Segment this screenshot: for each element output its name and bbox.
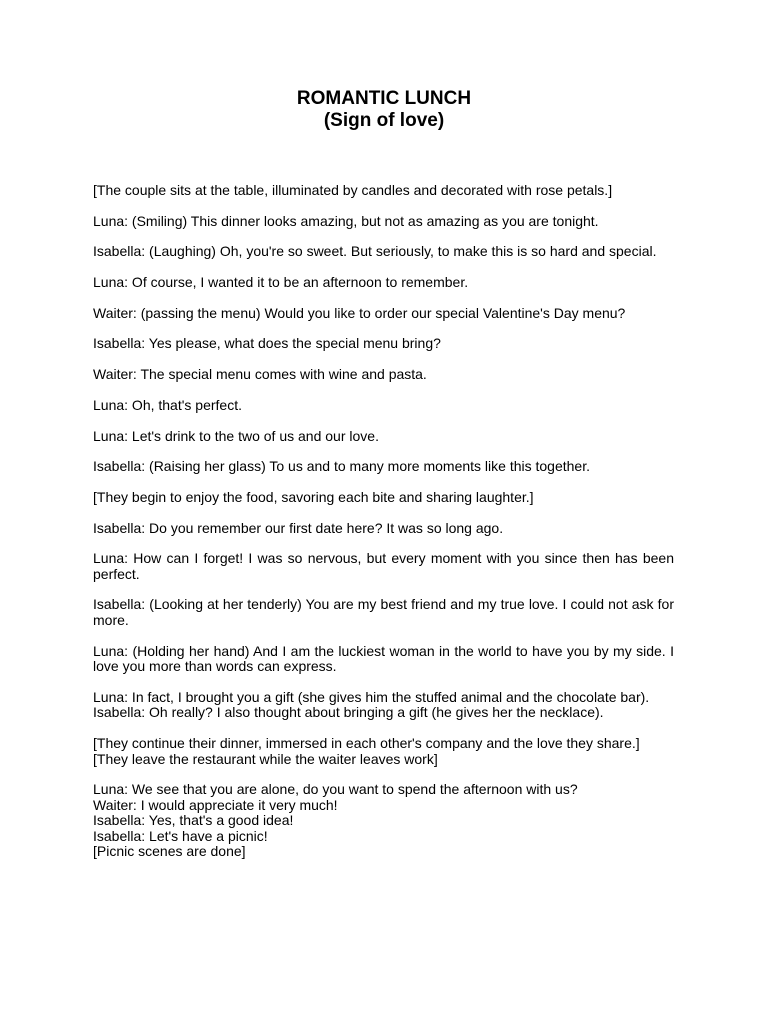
script-line: Isabella: Let's have a picnic! xyxy=(93,827,268,844)
document-title: ROMANTIC LUNCH xyxy=(296,88,472,109)
paragraph: Luna: (Holding her hand) And I am the luckiest woman in the world to have you by my side. I love you more than words can express. xyxy=(93,642,674,675)
paragraph: Isabella: (Looking at her tenderly) You are my best friend and my true love. I could not ask for more. xyxy=(93,596,674,628)
paragraph: [The couple sits at the table, illuminated by candles and decorated with rose petals.] xyxy=(93,182,613,198)
paragraph: Isabella: Yes please, what does the special menu bring? xyxy=(93,335,441,352)
paragraph: Waiter: (passing the menu) Would you like to order our special Valentine's Day menu? xyxy=(93,304,626,321)
script-line: Isabella: Oh really? I also thought about bringing a gift (he gives her the necklace). xyxy=(93,704,604,721)
script-line: Waiter: I would appreciate it very much! xyxy=(93,796,338,813)
script-line: Isabella: Yes, that's a good idea! xyxy=(93,812,294,829)
paragraph: Waiter: The special menu comes with wine and pasta. xyxy=(93,366,427,383)
paragraph: Luna: Of course, I wanted it to be an afternoon to remember. xyxy=(93,274,469,291)
script-line: [They leave the restaurant while the waiter leaves work] xyxy=(93,750,438,767)
title-block xyxy=(0,88,768,132)
paragraph-group xyxy=(93,690,674,721)
paragraph: Luna: Let's drink to the two of us and our love. xyxy=(93,427,379,444)
paragraph: [They begin to enjoy the food, savoring each bite and sharing laughter.] xyxy=(93,488,534,505)
script-line: [They continue their dinner, immersed in each other's company and the love they share.] xyxy=(93,735,640,751)
script-line: Luna: In fact, I brought you a gift (she gives him the stuffed animal and the chocolate bar). xyxy=(93,688,650,705)
script-line: Luna: We see that you are alone, do you want to spend the afternoon with us? xyxy=(93,781,578,798)
paragraph-group xyxy=(93,736,674,767)
paragraph: Luna: Oh, that's perfect. xyxy=(93,396,242,413)
paragraph-group xyxy=(93,782,674,860)
script-body xyxy=(93,183,674,875)
paragraph: Isabella: (Laughing) Oh, you're so sweet. But seriously, to make this is so hard and special. xyxy=(93,243,657,260)
paragraph: Luna: (Smiling) This dinner looks amazing, but not as amazing as you are tonight. xyxy=(93,212,599,229)
paragraph: Isabella: Do you remember our first date here? It was so long ago. xyxy=(93,519,504,536)
paragraph: Luna: How can I forget! I was so nervous, but every moment with you since then has been perfect. xyxy=(93,550,674,582)
document-subtitle: (Sign of love) xyxy=(323,110,445,131)
script-line: [Picnic scenes are done] xyxy=(93,843,246,860)
paragraph: Isabella: (Raising her glass) To us and to many more moments like this together. xyxy=(93,458,590,475)
